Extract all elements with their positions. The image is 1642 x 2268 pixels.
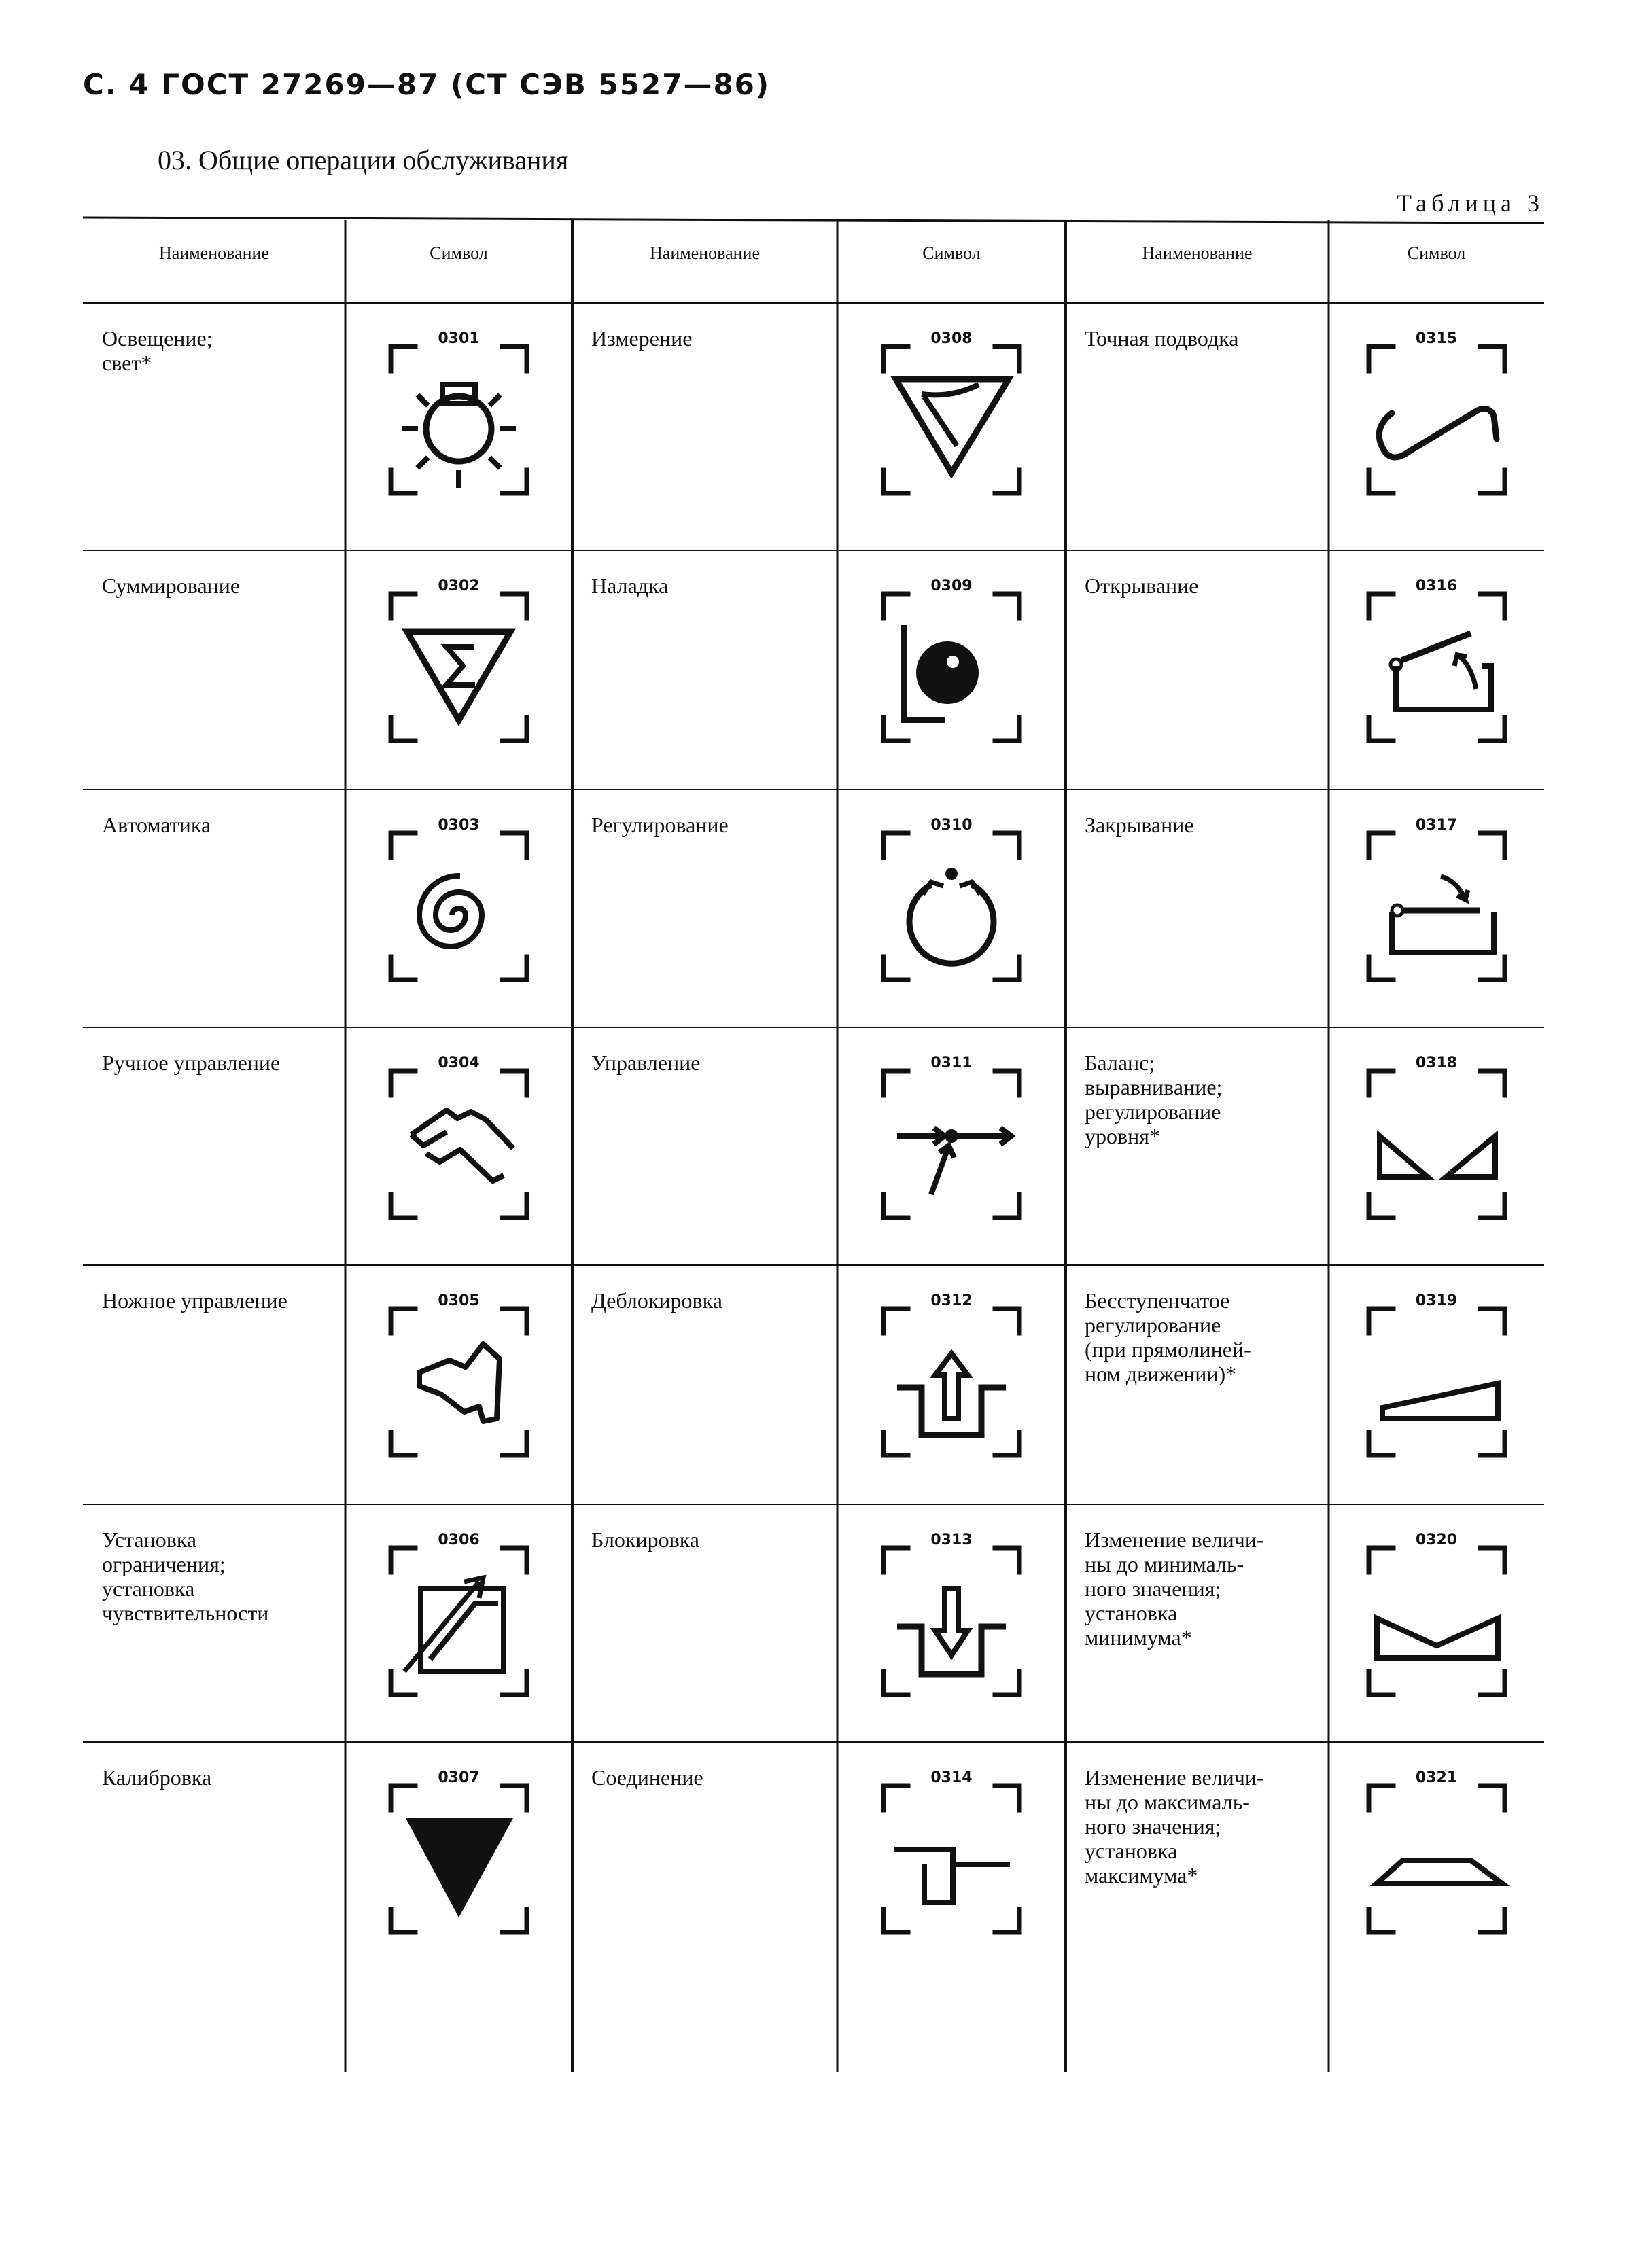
symbol-code: 0321 [1415, 1769, 1458, 1786]
operation-name: Регулирование [591, 813, 729, 837]
column-header-name-1: Наименование [159, 243, 269, 263]
symbol-code: 0311 [930, 1055, 973, 1071]
maximum-icon [1362, 1776, 1512, 1939]
section-title: 03. Общие операции обслуживания [158, 145, 569, 175]
symbol-code: 0316 [1415, 578, 1458, 595]
symbol-code: 0319 [1415, 1292, 1458, 1309]
closing-icon [1362, 823, 1512, 987]
hand-icon [384, 1061, 534, 1224]
opening-icon [1362, 584, 1512, 747]
symbol-code: 0305 [438, 1292, 480, 1309]
operation-name: Баланс; выравнивание; регулирование уровня* [1085, 1050, 1223, 1148]
connection-icon [877, 1776, 1026, 1939]
operation-name: Ручное управление [102, 1050, 281, 1075]
minimum-icon [1362, 1538, 1512, 1701]
symbol-code: 0306 [438, 1531, 480, 1548]
symbol-code: 0310 [930, 817, 973, 834]
symbol-code: 0312 [930, 1292, 973, 1309]
table-caption: Таблица 3 [1397, 190, 1544, 217]
column-header-symbol-2: Символ [922, 243, 981, 263]
operation-name: Бесступенчатое регулирование (при прямолиней- ном движении)* [1085, 1288, 1251, 1386]
symbol-code: 0317 [1415, 817, 1458, 834]
fine-approach-icon [1362, 337, 1512, 500]
symbol-code: 0304 [438, 1055, 480, 1071]
column-header-name-3: Наименование [1142, 243, 1253, 263]
ball-corner-icon [877, 584, 1026, 747]
wedge-icon [1362, 1299, 1512, 1462]
symbol-code: 0313 [930, 1531, 973, 1548]
limit-setting-icon [384, 1538, 534, 1701]
circle-arrows-icon [877, 823, 1026, 987]
measure-triangle-icon [877, 337, 1026, 500]
operation-name: Установка ограничения; установка чувствительности [102, 1527, 269, 1625]
operation-name: Изменение величи- ны до минималь- ного значения; установка минимума* [1085, 1527, 1264, 1650]
operation-name: Блокировка [591, 1527, 699, 1552]
symbol-code: 0303 [438, 817, 480, 834]
operation-name: Точная подводка [1085, 326, 1239, 351]
filled-triangle-icon [384, 1776, 534, 1939]
column-header-symbol-1: Символ [430, 243, 488, 263]
lock-arrow-down-icon [877, 1538, 1026, 1701]
spiral-icon [384, 823, 534, 987]
symbol-code: 0320 [1415, 1531, 1458, 1548]
sun-icon [384, 337, 534, 500]
operation-name: Управление [591, 1050, 701, 1075]
operation-name: Измерение [591, 326, 693, 351]
operation-name: Калибровка [102, 1765, 212, 1790]
foot-icon [384, 1299, 534, 1462]
column-header-name-2: Наименование [650, 243, 760, 263]
symbol-code: 0318 [1415, 1055, 1458, 1071]
operation-name: Суммирование [102, 573, 241, 598]
symbol-code: 0308 [930, 330, 973, 347]
operation-name: Автоматика [102, 813, 211, 837]
control-arrows-icon [877, 1061, 1026, 1224]
symbol-code: 0301 [438, 330, 480, 347]
operation-name: Соединение [591, 1765, 703, 1790]
sigma-triangle-icon [384, 584, 534, 747]
operation-name: Освещение; свет* [102, 326, 213, 375]
symbol-code: 0315 [1415, 330, 1458, 347]
operation-name: Наладка [591, 573, 669, 598]
operation-name: Изменение величи- ны до максималь- ного значения; установка максимума* [1085, 1765, 1264, 1888]
balance-triangles-icon [1362, 1061, 1512, 1224]
operation-name: Ножное управление [102, 1288, 287, 1313]
symbol-code: 0307 [438, 1769, 480, 1786]
symbol-code: 0302 [438, 578, 480, 595]
operation-name: Закрывание [1085, 813, 1194, 837]
column-header-symbol-3: Символ [1407, 243, 1466, 263]
page-header: С. 4 ГОСТ 27269—87 (СТ СЭВ 5527—86) [83, 68, 771, 101]
operation-name: Открывание [1085, 573, 1199, 598]
unlock-arrow-up-icon [877, 1299, 1026, 1462]
symbol-code: 0314 [930, 1769, 973, 1786]
symbol-code: 0309 [930, 578, 973, 595]
operation-name: Деблокировка [591, 1288, 722, 1313]
